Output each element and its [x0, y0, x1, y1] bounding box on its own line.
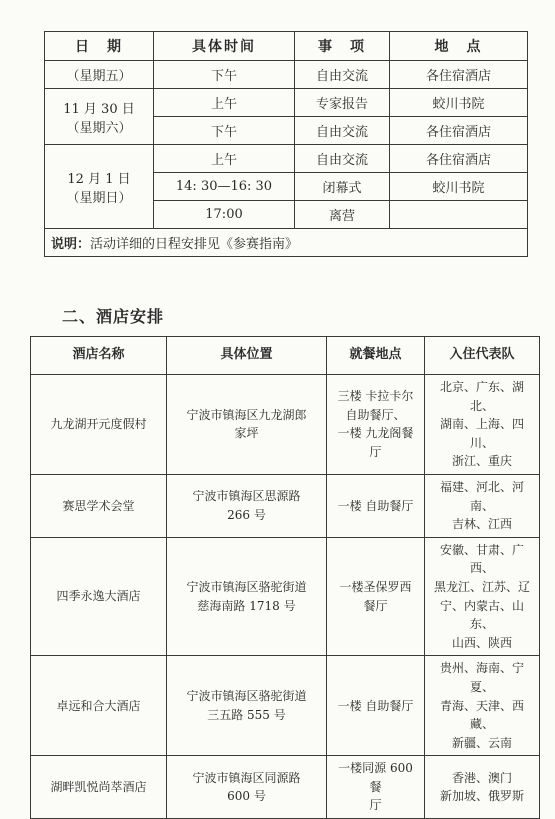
item-cell: 专家报告: [295, 89, 390, 117]
time-cell: 上午: [154, 89, 295, 117]
dining-cell-line: 厅: [369, 445, 382, 460]
time-cell: 下午: [154, 117, 295, 145]
note-label: 说明：: [51, 237, 91, 252]
teams-cell-line: 福建、河北、河南、: [439, 479, 524, 513]
hotel-table-body: [31, 375, 540, 819]
hotel-name-cell: 赛思学术会堂: [31, 474, 167, 537]
header-location: 具体位置: [167, 337, 327, 375]
teams-cell-line: 吉林、江西: [451, 517, 512, 532]
weekday-line: （星期日）: [66, 190, 132, 206]
teams-cell-line: 香港、澳门: [451, 770, 512, 785]
dining-cell: [327, 375, 425, 475]
hotel-name-cell: 湖畔凯悦尚萃酒店: [31, 756, 167, 819]
dining-cell-line: 自助餐厅、: [345, 407, 406, 422]
dining-cell-line: 一楼同源 600 餐: [338, 761, 413, 794]
note-text: 活动详细的日程安排见《参赛指南》: [90, 237, 299, 252]
header-item: 事 项: [295, 32, 390, 61]
teams-cell-line: 浙江、重庆: [451, 454, 512, 469]
schedule-header-row: [45, 32, 528, 61]
dining-cell-line: 餐厅: [363, 598, 388, 613]
schedule-row: [45, 61, 528, 89]
location-cell: [167, 537, 327, 656]
location-cell: [167, 474, 327, 537]
teams-cell-line: 山西、陕西: [451, 635, 512, 650]
time-cell: 上午: [154, 145, 295, 173]
schedule-table: [44, 31, 528, 257]
teams-cell-line: 湖南、上海、四川、: [439, 417, 524, 450]
hotel-name-cell: 四季永逸大酒店: [31, 537, 167, 656]
schedule-note-row: [45, 229, 528, 257]
dining-cell: [327, 537, 425, 656]
date-cell: [45, 145, 154, 229]
teams-cell-line: 新疆、云南: [451, 735, 512, 750]
item-cell: 离营: [295, 201, 390, 229]
dining-cell: [327, 756, 425, 819]
teams-cell: [425, 656, 540, 756]
teams-cell-line: 安徽、甘肃、广西、: [439, 542, 524, 576]
place-cell: 各住宿酒店: [390, 145, 528, 173]
teams-cell: [425, 756, 540, 819]
teams-cell: [425, 375, 540, 475]
dining-cell-line: 一楼 自助餐厅: [337, 498, 414, 513]
item-cell: 闭幕式: [295, 173, 390, 201]
header-time: 具体时间: [154, 32, 295, 61]
time-cell: 下午: [154, 61, 295, 89]
place-cell: [390, 201, 528, 229]
teams-cell-line: 北京、广东、湖北、: [439, 380, 524, 413]
header-date: 日 期: [45, 32, 154, 61]
hotel-header-row: [31, 337, 540, 375]
hotel-row: [31, 375, 540, 475]
place-cell: 各住宿酒店: [390, 61, 528, 89]
location-cell-line: 家坪: [234, 426, 259, 441]
dining-cell-line: 一楼 九龙阁餐: [337, 426, 414, 441]
location-cell: [167, 375, 327, 475]
teams-cell-line: 宁、内蒙古、山东、: [439, 598, 524, 632]
dining-cell: [327, 656, 425, 756]
item-cell: 自由交流: [295, 61, 390, 89]
location-cell-line: 宁波市镇海区骆驼街道: [186, 579, 307, 594]
hotel-name-cell: 九龙湖开元度假村: [31, 375, 167, 475]
section-heading: 二、酒店安排: [62, 307, 165, 326]
dining-cell-line: 三楼 卡拉卡尔: [337, 389, 414, 404]
location-cell-line: 宁波市镇海区九龙湖郎: [186, 407, 307, 422]
location-cell-line: 600 号: [227, 789, 266, 804]
hotel-table: [30, 336, 540, 819]
item-cell: 自由交流: [295, 145, 390, 173]
schedule-note: [45, 229, 528, 257]
schedule-row: [45, 89, 528, 117]
time-cell: 17:00: [154, 201, 295, 229]
location-cell-line: 宁波市镇海区骆驼街道: [186, 689, 307, 704]
time-cell: 14: 30—16: 30: [154, 173, 295, 201]
header-place: 地 点: [390, 32, 528, 61]
place-cell: 蛟川书院: [390, 173, 528, 201]
item-cell: 自由交流: [295, 117, 390, 145]
dining-cell-line: 一楼圣保罗西: [339, 579, 412, 594]
location-cell-line: 三五路 555 号: [207, 707, 286, 722]
location-cell-line: 宁波市镇海区思源路: [192, 489, 301, 504]
hotel-row: [31, 474, 540, 537]
location-cell: [167, 756, 327, 819]
location-cell-line: 慈海南路 1718 号: [197, 598, 296, 613]
location-cell: [167, 656, 327, 756]
hotel-row: [31, 756, 540, 819]
header-hotel-name: 酒店名称: [31, 337, 167, 375]
schedule-row: [45, 145, 528, 173]
date-cell: （星期五）: [45, 61, 154, 89]
place-cell: 蛟川书院: [390, 89, 528, 117]
dining-cell-line: 厅: [369, 798, 382, 813]
teams-cell-line: 新加坡、俄罗斯: [439, 789, 524, 804]
date-line: 11 月 30 日: [63, 101, 135, 117]
place-cell: 各住宿酒店: [390, 117, 528, 145]
hotel-row: [31, 656, 540, 756]
teams-cell-line: 贵州、海南、宁夏、: [439, 661, 524, 694]
date-cell: [45, 89, 154, 145]
teams-cell-line: 黑龙江、江苏、辽: [433, 579, 530, 594]
weekday-line: （星期六）: [66, 120, 132, 136]
hotel-row: [31, 537, 540, 656]
dining-cell: [327, 474, 425, 537]
teams-cell: [425, 474, 540, 537]
teams-cell-line: 青海、天津、西藏、: [439, 698, 524, 732]
header-teams: 入住代表队: [425, 337, 540, 375]
date-line: 12 月 1 日: [67, 171, 131, 187]
location-cell-line: 266 号: [227, 507, 266, 522]
dining-cell-line: 一楼 自助餐厅: [337, 698, 414, 713]
teams-cell: [425, 537, 540, 656]
location-cell-line: 宁波市镇海区同源路: [192, 770, 301, 785]
hotel-name-cell: 卓远和合大酒店: [31, 656, 167, 756]
header-dining: 就餐地点: [327, 337, 425, 375]
